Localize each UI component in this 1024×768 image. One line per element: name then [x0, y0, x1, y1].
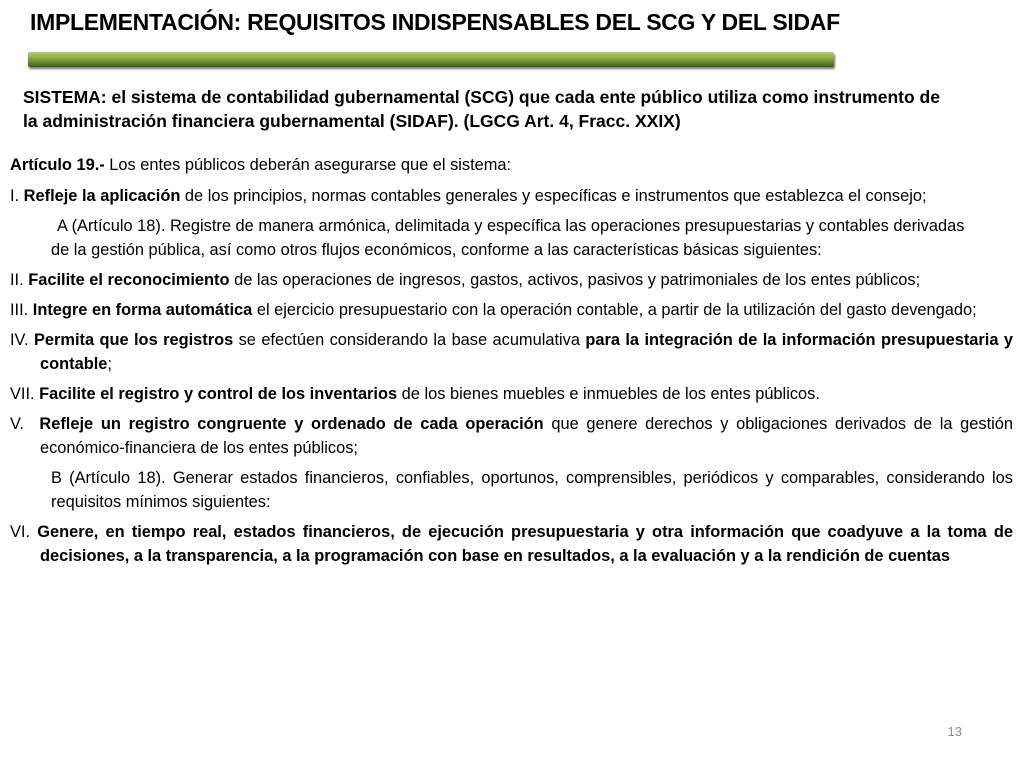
item-ii-numeral: II.	[10, 271, 29, 289]
item-vi-numeral: VI.	[10, 523, 38, 541]
item-v-text: que genere derechos y obligaciones derivados de la gestión económico-financiera de los entes públicos;	[40, 415, 1014, 457]
item-iii-bold: Integre en forma automática	[32, 301, 253, 319]
sub-item-b	[10, 466, 1013, 514]
sub-item-a-text: A (Artículo 18). Registre de manera armónica, delimitada y específica las operaciones presupuestarias y contables derivadas de la gestión pública, así como otros flujos económicos, conforme a las características básicas siguientes:	[51, 217, 965, 259]
item-vii-bold: Facilite el registro y control de los inventarios	[39, 385, 398, 403]
item-iv-bold-2: para la integración de la información presupuestaria y contable	[40, 331, 1013, 373]
sub-item-b-text: B (Artículo 18). Generar estados financieros, confiables, oportunos, comprensibles, periódicos y comparables, considerando los requisitos mínimos siguientes:	[51, 469, 1013, 511]
item-vii-numeral: VII.	[10, 385, 40, 403]
item-iii-text: el ejercicio presupuestario con la operación contable, a partir de la utilización del gasto devengado;	[252, 301, 977, 319]
article-label: Artículo 19.-	[10, 156, 105, 174]
item-iii-numeral: III.	[10, 301, 33, 319]
article-content	[10, 153, 1013, 574]
sub-item-a	[10, 214, 1013, 262]
item-i-numeral: I.	[10, 187, 24, 205]
item-vi-bold: Genere, en tiempo real, estados financieros, de ejecución presupuestaria y otra información que coadyuve a la toma de decisiones, a la transparencia, a la programación con base en resultados, a la evaluación y a la rendición de cuentas	[37, 523, 1013, 565]
item-ii-text: de las operaciones de ingresos, gastos, activos, pasivos y patrimoniales de los entes públicos;	[229, 271, 921, 289]
article-intro	[10, 153, 1013, 177]
slide-title: IMPLEMENTACIÓN: REQUISITOS INDISPENSABLES DEL SCG Y DEL SIDAF	[30, 9, 840, 35]
item-iv-bold: Permita que los registros	[33, 331, 234, 349]
item-iv-numeral: IV.	[10, 331, 34, 349]
item-ii-bold: Facilite el reconocimiento	[28, 271, 230, 289]
item-iv	[10, 328, 1013, 376]
article-intro-text: Los entes públicos deberán asegurarse que el sistema:	[104, 156, 512, 174]
item-vii	[10, 382, 1013, 406]
item-vi	[10, 520, 1013, 568]
page-number: 13	[947, 724, 962, 739]
item-i-bold: Refleje la aplicación	[23, 187, 181, 205]
item-iv-text: se efectúen considerando la base acumulativa	[233, 331, 586, 349]
item-v-numeral: V.	[10, 415, 40, 433]
item-iii	[10, 298, 1013, 322]
item-i-text: de los principios, normas contables generales y específicas e instrumentos que establezca el consejo;	[180, 187, 927, 205]
item-v	[10, 412, 1013, 460]
item-v-bold: Refleje un registro congruente y ordenado de cada operación	[39, 415, 544, 433]
item-vii-text: de los bienes muebles e inmuebles de los entes públicos.	[397, 385, 820, 403]
system-definition: SISTEMA: el sistema de contabilidad gubernamental (SCG) que cada ente público utiliza como instrumento de la administración financiera gubernamental (SIDAF). (LGCG Art. 4, Fracc. XXIX)	[23, 87, 940, 131]
item-i	[10, 184, 1013, 208]
item-ii	[10, 268, 1013, 292]
title-underline-bar	[28, 52, 834, 67]
item-iv-tail: ;	[107, 355, 112, 373]
